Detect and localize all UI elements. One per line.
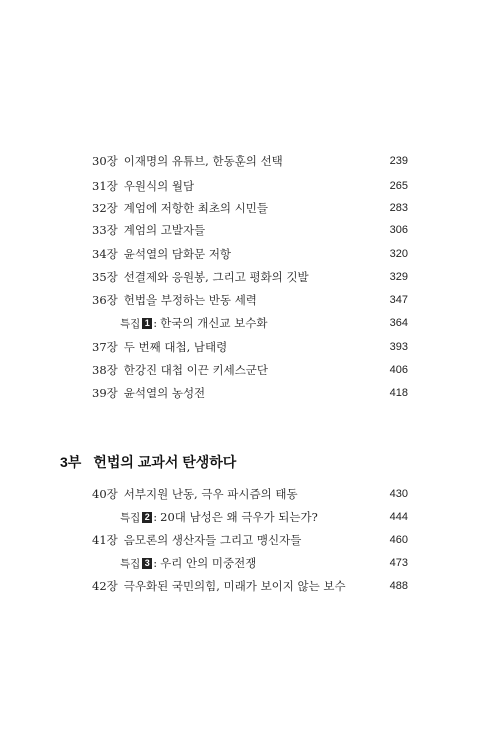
part-heading (60, 452, 236, 472)
toc-entry[interactable] (92, 385, 408, 401)
page-number: 444 (389, 511, 408, 523)
part-title: 헌법의 교과서 탄생하다 (93, 454, 237, 470)
special-label: 특집 (120, 318, 141, 330)
special-label: 특집 (120, 512, 141, 524)
toc-entry[interactable] (92, 578, 408, 594)
chapter-number: 34장 (92, 247, 118, 261)
special-number-badge: 2 (142, 512, 152, 523)
chapter-title: 헌법을 부정하는 반동 세력 (123, 293, 257, 307)
toc-entry[interactable] (92, 200, 408, 216)
chapter-number: 35장 (92, 270, 118, 284)
special-number-badge: 1 (142, 318, 152, 329)
chapter-number: 31장 (92, 179, 118, 193)
chapter-title: 음모론의 생산자들 그리고 맹신자들 (123, 533, 302, 547)
special-title: 한국의 개신교 보수화 (160, 316, 268, 330)
page-number: 406 (389, 364, 408, 376)
toc-entry[interactable] (92, 486, 408, 502)
special-section-entry[interactable] (120, 509, 408, 525)
chapter-title: 윤석열의 담화문 저항 (123, 247, 232, 261)
page-number: 488 (389, 580, 408, 592)
chapter-number: 33장 (92, 223, 118, 237)
chapter-number: 32장 (92, 201, 118, 215)
special-title: 20대 남성은 왜 극우가 되는가? (160, 510, 318, 524)
chapter-title: 서부지원 난동, 극우 파시즘의 태동 (123, 487, 298, 501)
toc-entry[interactable] (92, 339, 408, 355)
chapter-title: 극우화된 국민의힘, 미래가 보이지 않는 보수 (123, 579, 346, 593)
special-section-entry[interactable] (120, 555, 408, 571)
page-number: 265 (389, 180, 408, 192)
chapter-title: 계엄의 고발자들 (123, 223, 206, 237)
special-section-entry[interactable] (120, 315, 408, 331)
chapter-number: 38장 (92, 363, 118, 377)
page-number: 430 (389, 488, 408, 500)
chapter-title: 계엄에 저항한 최초의 시민들 (123, 201, 269, 215)
page-number: 393 (389, 341, 408, 353)
toc-entry[interactable] (92, 292, 408, 308)
chapter-title: 두 번째 대첩, 남태령 (123, 340, 228, 354)
chapter-title: 선결제와 응원봉, 그리고 평화의 깃발 (123, 270, 309, 284)
page-number: 460 (389, 534, 408, 546)
toc-entry[interactable] (92, 269, 408, 285)
page-number: 418 (389, 387, 408, 399)
page-number: 283 (389, 202, 408, 214)
toc-entry[interactable] (92, 222, 408, 238)
page-number: 329 (389, 271, 408, 283)
chapter-number: 30장 (92, 154, 118, 168)
page-number: 306 (389, 224, 408, 236)
page-number: 320 (389, 248, 408, 260)
special-number-badge: 3 (142, 558, 152, 569)
special-title: 우리 안의 미중전쟁 (160, 556, 257, 570)
colon-separator: : (153, 510, 158, 524)
colon-separator: : (153, 316, 158, 330)
chapter-title: 한강진 대첩 이끈 키세스군단 (123, 363, 269, 377)
page-number: 473 (389, 557, 408, 569)
toc-entry[interactable] (92, 246, 408, 262)
toc-entry[interactable] (92, 362, 408, 378)
chapter-number: 40장 (92, 487, 118, 501)
chapter-number: 36장 (92, 293, 118, 307)
special-label: 특집 (120, 558, 141, 570)
toc-entry[interactable] (92, 153, 408, 169)
colon-separator: : (153, 556, 158, 570)
chapter-title: 우원식의 월담 (123, 179, 195, 193)
chapter-number: 41장 (92, 533, 118, 547)
chapter-title: 이재명의 유튜브, 한동훈의 선택 (123, 154, 283, 168)
page-number: 239 (389, 155, 408, 167)
toc-entry[interactable] (92, 178, 408, 194)
page-number: 347 (389, 294, 408, 306)
chapter-number: 39장 (92, 386, 118, 400)
chapter-number: 42장 (92, 579, 118, 593)
chapter-title: 윤석열의 농성전 (123, 386, 206, 400)
page-number: 364 (389, 317, 408, 329)
toc-entry[interactable] (92, 532, 408, 548)
chapter-number: 37장 (92, 340, 118, 354)
part-label: 3부 (60, 454, 82, 470)
